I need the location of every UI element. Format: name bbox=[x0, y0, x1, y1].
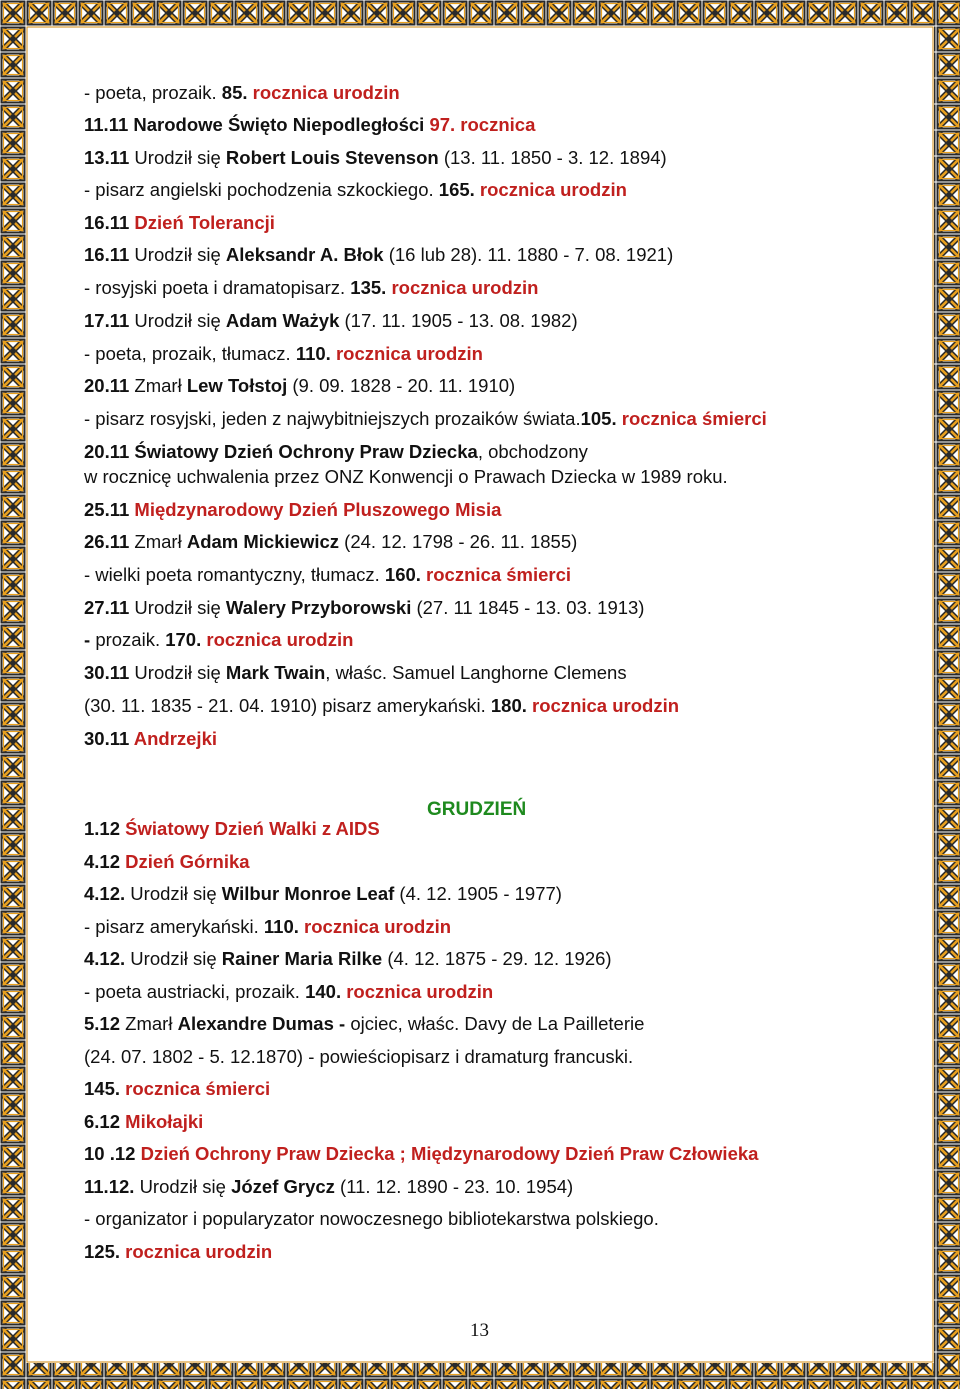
text-segment: 180. bbox=[490, 695, 527, 716]
text-segment: Urodził się bbox=[130, 948, 222, 969]
december-entry-line bbox=[84, 882, 562, 906]
text-segment: - wielki poeta romantyczny, tłumacz. bbox=[84, 564, 385, 585]
text-segment: 26.11 bbox=[84, 531, 135, 552]
text-segment: (4. 12. 1875 - 29. 12. 1926) bbox=[382, 948, 612, 969]
text-segment: Wilbur Monroe Leaf bbox=[221, 883, 395, 904]
text-segment: - poeta, prozaik. bbox=[84, 82, 222, 103]
december-entry-line bbox=[84, 915, 451, 939]
text-segment: 10 .12 bbox=[84, 1143, 141, 1164]
text-segment: ojciec, właśc. Davy de La Pailleterie bbox=[350, 1013, 645, 1034]
november-entry-line bbox=[84, 661, 627, 685]
text-segment: 145. bbox=[84, 1078, 121, 1099]
november-entry-line bbox=[84, 81, 400, 105]
text-segment: - poeta, prozaik, tłumacz. bbox=[84, 343, 296, 364]
text-segment: 6.12 bbox=[84, 1111, 126, 1132]
text-segment: 20.11 bbox=[84, 375, 135, 396]
december-entry-line bbox=[84, 1240, 272, 1264]
november-entry-line bbox=[84, 342, 483, 366]
text-segment: Zmarł bbox=[134, 375, 187, 396]
november-entry-line bbox=[84, 309, 578, 333]
text-segment: (27. 11 1845 - 13. 03. 1913) bbox=[411, 597, 645, 618]
text-segment: rocznica urodzin bbox=[474, 179, 627, 200]
text-segment: Urodził się bbox=[134, 310, 226, 331]
text-segment: 16.11 bbox=[84, 244, 135, 265]
text-segment: - rosyjski poeta i dramatopisarz. bbox=[84, 277, 351, 298]
text-segment: Andrzejki bbox=[133, 728, 218, 749]
december-entry-line bbox=[84, 1175, 573, 1199]
text-segment: Międzynarodowy Dzień Pluszowego Misia bbox=[134, 499, 502, 520]
text-segment: 105. bbox=[580, 408, 617, 429]
december-entry-line bbox=[84, 817, 380, 841]
text-segment: 13.11 bbox=[84, 147, 135, 168]
text-segment: Adam Ważyk bbox=[225, 310, 340, 331]
text-segment: 140. bbox=[305, 981, 342, 1002]
text-segment: Urodził się bbox=[134, 244, 226, 265]
text-segment: 135. bbox=[350, 277, 387, 298]
text-segment: (11. 12. 1890 - 23. 10. 1954) bbox=[334, 1176, 574, 1197]
text-segment: rocznica urodzin bbox=[247, 82, 400, 103]
text-segment: rocznica śmierci bbox=[420, 564, 572, 585]
november-entry-line bbox=[84, 596, 644, 620]
text-segment: 125. bbox=[84, 1241, 121, 1262]
text-segment: Urodził się bbox=[134, 597, 226, 618]
text-segment: 160. bbox=[384, 564, 421, 585]
text-segment: 11.12. bbox=[84, 1176, 140, 1197]
december-entry-line bbox=[84, 1207, 659, 1231]
december-entry-line bbox=[84, 1045, 633, 1069]
text-segment: 4.12 bbox=[84, 851, 126, 872]
december-entry-line bbox=[84, 1077, 270, 1101]
text-segment: 16.11 bbox=[84, 212, 135, 233]
text-segment: - pisarz angielski pochodzenia szkockiego. bbox=[84, 179, 439, 200]
text-segment: (4. 12. 1905 - 1977) bbox=[394, 883, 562, 904]
december-entry-line bbox=[84, 947, 612, 971]
november-entry-line bbox=[84, 211, 275, 235]
december-entry-line bbox=[84, 980, 493, 1004]
text-segment: 97. rocznica bbox=[429, 114, 536, 135]
december-entry-line bbox=[84, 1110, 203, 1134]
november-entry-line bbox=[84, 498, 501, 522]
november-entry-line bbox=[84, 374, 515, 398]
november-entry-line bbox=[84, 628, 353, 652]
text-segment: Urodził się bbox=[134, 147, 226, 168]
text-segment: 170. bbox=[165, 629, 202, 650]
text-segment: (9. 09. 1828 - 20. 11. 1910) bbox=[287, 375, 516, 396]
text-segment: 5.12 bbox=[84, 1013, 126, 1034]
text-segment: rocznica urodzin bbox=[201, 629, 354, 650]
november-entry-line bbox=[84, 440, 588, 464]
text-segment: 165. bbox=[438, 179, 475, 200]
text-segment: Urodził się bbox=[130, 883, 222, 904]
text-segment: 27.11 bbox=[84, 597, 135, 618]
text-segment: 85. bbox=[221, 82, 248, 103]
text-segment: 110. bbox=[263, 916, 299, 937]
text-segment: Urodził się bbox=[134, 662, 226, 683]
december-entry-line bbox=[84, 850, 250, 874]
december-heading: GRUDZIEŃ bbox=[427, 799, 527, 820]
text-segment: 4.12. bbox=[84, 883, 131, 904]
text-segment: Dzień Górnika bbox=[125, 851, 250, 872]
text-segment: Mark Twain bbox=[225, 662, 326, 683]
november-entry-line bbox=[84, 465, 728, 489]
text-segment: Alexandre Dumas - bbox=[177, 1013, 351, 1034]
text-segment: Walery Przyborowski bbox=[225, 597, 412, 618]
text-segment: Urodził się bbox=[139, 1176, 232, 1197]
text-segment: Zmarł bbox=[125, 1013, 178, 1034]
text-segment: (24. 07. 1802 - 5. 12.1870) - powieściopisarz i dramaturg francuski. bbox=[84, 1046, 634, 1067]
text-segment: 1.12 bbox=[84, 818, 126, 839]
text-segment: - poeta austriacki, prozaik. bbox=[84, 981, 306, 1002]
text-segment: - bbox=[84, 629, 96, 650]
text-segment: rocznica śmierci bbox=[120, 1078, 271, 1099]
december-entry-line bbox=[84, 1142, 758, 1166]
text-segment: rocznica śmierci bbox=[616, 408, 767, 429]
text-segment: - pisarz rosyjski, jeden z najwybitniejszych prozaików świata. bbox=[84, 408, 581, 429]
text-segment: (17. 11. 1905 - 13. 08. 1982) bbox=[339, 310, 578, 331]
text-segment: 4.12. bbox=[84, 948, 131, 969]
text-segment: (13. 11. 1850 - 3. 12. 1894) bbox=[438, 147, 667, 168]
november-entry-line bbox=[84, 146, 667, 170]
december-entry-line bbox=[84, 1012, 644, 1036]
text-segment: w rocznicę uchwalenia przez ONZ Konwencji o Prawach Dziecka w 1989 roku. bbox=[84, 466, 728, 487]
text-segment: rocznica urodzin bbox=[298, 916, 452, 937]
november-entry-line bbox=[84, 563, 571, 587]
text-segment: (24. 12. 1798 - 26. 11. 1855) bbox=[339, 531, 578, 552]
november-entry-line bbox=[84, 694, 679, 718]
text-segment: Lew Tołstoj bbox=[186, 375, 288, 396]
text-segment: rocznica urodzin bbox=[526, 695, 680, 716]
text-segment: Dzień Ochrony Praw Dziecka ; Międzynarodowy Dzień Praw Człowieka bbox=[140, 1143, 759, 1164]
text-segment: (16 lub 28). 11. 1880 - 7. 08. 1921) bbox=[383, 244, 674, 265]
text-segment: , obchodzony bbox=[477, 441, 588, 462]
text-segment: - organizator i popularyzator nowoczesnego bibliotekarstwa polskiego. bbox=[84, 1208, 659, 1229]
text-segment: rocznica urodzin bbox=[120, 1241, 273, 1262]
text-segment: rocznica urodzin bbox=[341, 981, 494, 1002]
text-segment: Dzień Tolerancji bbox=[134, 212, 275, 233]
text-segment: (30. 11. 1835 - 21. 04. 1910) pisarz amerykański. bbox=[84, 695, 491, 716]
text-segment: Robert Louis Stevenson bbox=[225, 147, 439, 168]
november-entry-line bbox=[84, 276, 538, 300]
text-segment: 30.11 bbox=[84, 662, 135, 683]
text-segment: Rainer Maria Rilke bbox=[221, 948, 383, 969]
text-segment: Adam Mickiewicz bbox=[186, 531, 340, 552]
text-segment: Aleksandr A. Błok bbox=[225, 244, 384, 265]
text-segment: 20.11 Światowy Dzień Ochrony Praw Dziecka bbox=[84, 441, 478, 462]
text-segment: - pisarz amerykański. bbox=[84, 916, 264, 937]
text-segment: , właśc. Samuel Langhorne Clemens bbox=[325, 662, 627, 683]
text-segment: Światowy Dzień Walki z AIDS bbox=[125, 818, 380, 839]
november-entry-line bbox=[84, 113, 535, 137]
november-entry-line bbox=[84, 243, 673, 267]
november-entry-line bbox=[84, 530, 577, 554]
text-segment: 17.11 bbox=[84, 310, 135, 331]
text-segment: rocznica urodzin bbox=[386, 277, 539, 298]
november-entry-line bbox=[84, 178, 627, 202]
november-entry-line bbox=[84, 407, 767, 431]
text-segment: rocznica urodzin bbox=[330, 343, 483, 364]
november-entry-line bbox=[84, 727, 217, 751]
text-segment: 25.11 bbox=[84, 499, 135, 520]
page-number: 13 bbox=[470, 1320, 489, 1341]
text-segment: 110. bbox=[295, 343, 331, 364]
text-segment: 30.11 bbox=[84, 728, 134, 749]
text-segment: prozaik. bbox=[95, 629, 166, 650]
text-segment: Zmarł bbox=[134, 531, 187, 552]
text-segment: 11.11 Narodowe Święto Niepodległości bbox=[84, 114, 430, 135]
text-segment: Mikołajki bbox=[125, 1111, 204, 1132]
text-segment: Józef Grycz bbox=[231, 1176, 335, 1197]
